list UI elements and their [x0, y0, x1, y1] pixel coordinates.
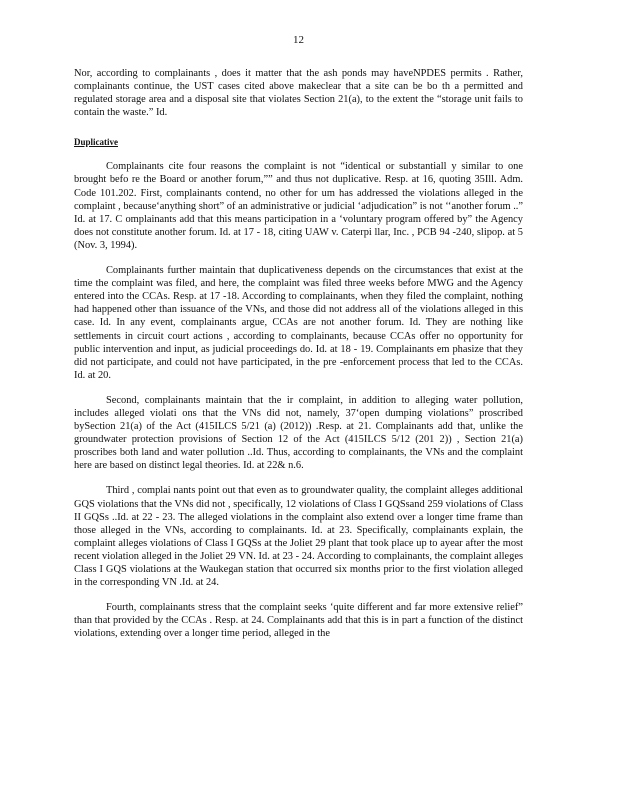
body-paragraph: Complainants cite four reasons the complaint is not “identical or substantiall y similar to one brought befo re the Board or another forum,”” and thus not duplicative. Resp. at 16, quoting 35Ill. Adm. Code 101.202. First, complainants contend, no other for um has addressed the violations alleged in the complaint , because‘anything short” of an administrative or judicial ‘adjudication” is not ‘‘another forum ..” Id. at 17. C omplainants add that this means participation in a ‘voluntary program offered by” the Agency does not constitute another forum. Id. at 17 - 18, citing UAW v. Caterpi llar, Inc. , PCB 94 -240, slipop. at 5 (Nov. 3, 1994). [74, 161, 523, 251]
body-paragraph: Complainants further maintain that duplicativeness depends on the circumstances that exist at the time the complaint was filed, and here, the complaint was filed three weeks before MWG and the Agency entered into the CCAs. Resp. at 17 -18. According to complainants, when they filed the complaint, nothing had happened other than issuance of the VNs, and those did not address all of the violations alleged in this case. Id. In any event, complainants argue, CCAs are not another forum. Id. They are nothing like settlements in circuit court actions , according to complainants, because CCAs offer no opportunity for public intervention and input, as judicial proceedings do. Id. at 18 - 19. Complainants em phasize that they did not participate, and could not have participated, in the pre -enforcement process that led to the CCAs. Id. at 20. [74, 265, 523, 381]
body-paragraph: Third , complai nants point out that even as to groundwater quality, the complaint alleges additional GQS violations that the VNs did not , specifically, 12 violations of Class I GQSsand 259 violations of Class II GQSs ..Id. at 22 - 23. The alleged violations in the complaint also extend over a longer time frame than those alleged in the VNs, according to complainants. Id. at 23. Specifically, complainants explain, the complaint alleges violations of Class I GQSs at the Joliet 29 plant that took place up to ayear after the most recent violation alleged in the Joliet 29 VN. Id. at 23 - 24. According to complainants, the complaint alleges Class I GQS violations at the Waukegan station that occurred six months prior to the first violation alleged in the corresponding VN .Id. at 24. [74, 485, 523, 589]
page-number: 12 [293, 34, 304, 46]
body-paragraph: Nor, according to complainants , does it matter that the ash ponds may haveNPDES permits . Rather, complainants continue, the UST cases cited above makeclear that a site can be bo th a permitted and regulated storage area and a disposal site that violates Section 21(a), to the extent the “storage unit fails to contain the waste.” Id. [74, 68, 523, 119]
body-paragraph: Second, complainants maintain that the ir complaint, in addition to alleging water pollution, includes alleged violati ons that the VNs did not, namely, 37‘open dumping violations” proscribed bySection 21(a) of the Act (415ILCS 5/21 (a) (2012)) .Resp. at 21. Complainants add that, unlike the groundwater protection provisions of Section 12 of the Act (415ILCS 5/12 (201 2)) , Section 21(a) proscribes both land and water pollution ..Id. Thus, according to complainants, the VNs and the complaint here are based on distinct legal theories. Id. at 22& n.6. [74, 394, 523, 472]
section-heading: Duplicative [74, 137, 118, 148]
body-paragraph: Fourth, complainants stress that the complaint seeks ‘quite different and far more extensive relief” than that provided by the CCAs . Resp. at 24. Complainants add that this is in part a function of the distinct violations, extending over a longer time period, alleged in the [74, 602, 523, 640]
